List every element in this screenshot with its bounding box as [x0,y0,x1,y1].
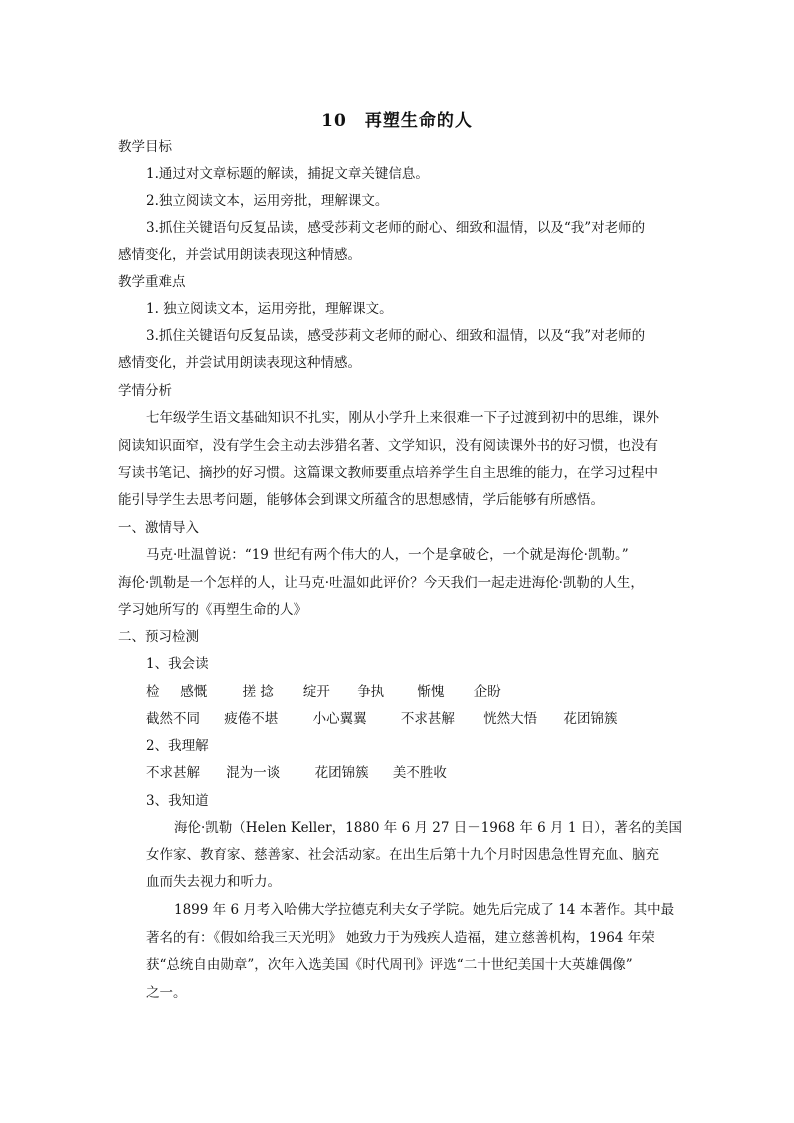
vocab-word: 截然不同 [146,711,200,727]
section2-heading: 二、预习检测 [118,629,199,645]
objective-item: 2.独立阅读文本，运用旁批，理解课文。 [146,193,389,209]
vocab-word: 惭愧 [417,684,445,700]
bio-line: 1899 年 6 月考入哈佛大学拉德克利夫女子学院。她先后完成了 14 本著作。其中最 [174,902,675,918]
bio-line: 获“总统自由勋章”，次年入选美国《时代周刊》评选“二十世纪美国十大英雄偶像” [146,957,633,973]
key-point-item: 3.抓住关键语句反复品读，感受莎莉文老师的耐心、细致和温情，以及“我”对老师的 [146,328,646,344]
objective-item: 1.通过对文章标题的解读，捕捉文章关键信息。 [146,166,429,182]
section1-heading: 一、激情导入 [118,520,199,536]
section1-line: 马克·吐温曾说：“19 世纪有两个伟大的人，一个是拿破仑，一个就是海伦·凯勒。” [146,547,629,563]
vocab-word: 感慨 [180,684,208,700]
sub3-label: 3、我知道 [146,793,209,809]
objective-item: 感情变化，并尝试用朗读表现这种情感。 [118,247,361,263]
key-point-item: 1. 独立阅读文本，运用旁批，理解课文。 [146,301,393,317]
vocab-word: 恍然大悟 [483,711,538,727]
analysis-heading: 学情分析 [118,383,172,399]
analysis-line: 阅读知识面窄，没有学生会主动去涉猎名著、文学知识，没有阅读课外书的好习惯，也没有 [118,438,658,454]
page-title: 10 再塑生命的人 [321,111,473,131]
vocab-word: 检 [146,684,160,700]
understand-word: 花团锦簇 [314,765,369,781]
understand-word: 混为一谈 [226,765,281,781]
vocab-word: 小心翼翼 [312,711,367,727]
sub2-label: 2、我理解 [146,738,209,754]
vocab-word: 企盼 [473,684,501,700]
vocab-row-2 [146,709,706,729]
section1-line: 学习她所写的《再塑生命的人》 [118,602,307,618]
objective-item: 3.抓住关键语句反复品读，感受莎莉文老师的耐心、细致和温情，以及“我”对老师的 [146,220,646,236]
bio-line: 女作家、教育家、慈善家、社会活动家。在出生后第十九个月时因患急性胃充血、脑充 [146,847,659,863]
understand-row [146,763,706,783]
vocab-word: 疲倦不堪 [224,711,279,727]
vocab-word: 花团锦簇 [563,711,618,727]
analysis-line: 能引导学生去思考问题，能够体会到课文所蕴含的思想感情，学后能够有所感悟。 [118,492,604,508]
key-points-heading: 教学重难点 [118,274,186,290]
section1-line: 海伦·凯勒是一个怎样的人，让马克·吐温如此评价？今天我们一起走进海伦·凯勒的人生， [118,575,644,591]
vocab-word: 搓 捻 [242,684,274,700]
vocab-row-1 [146,682,706,702]
objectives-heading: 教学目标 [118,139,172,155]
analysis-line: 写读书笔记、摘抄的好习惯。这篇课文教师要重点培养学生自主思维的能力，在学习过程中 [118,465,658,481]
vocab-word: 争执 [357,684,385,700]
bio-line: 之一。 [146,985,187,1001]
vocab-word: 不求甚解 [400,711,455,727]
sub1-label: 1、我会读 [146,656,209,672]
understand-word: 美不胜收 [392,765,447,781]
bio-line: 血而失去视力和听力。 [146,874,281,890]
key-point-item: 感情变化，并尝试用朗读表现这种情感。 [118,355,361,371]
vocab-word: 绽开 [302,684,330,700]
bio-line: 海伦·凯勒（Helen Keller，1880 年 6 月 27 日－1968 年 6 月 1 日），著名的美国 [174,820,682,836]
analysis-line: 七年级学生语文基础知识不扎实，刚从小学升上来很难一下子过渡到初中的思维，课外 [146,410,659,426]
bio-line: 著名的有：《假如给我三天光明》 她致力于为残疾人造福，建立慈善机构，1964 年荣 [146,930,655,946]
understand-word: 不求甚解 [146,765,200,781]
